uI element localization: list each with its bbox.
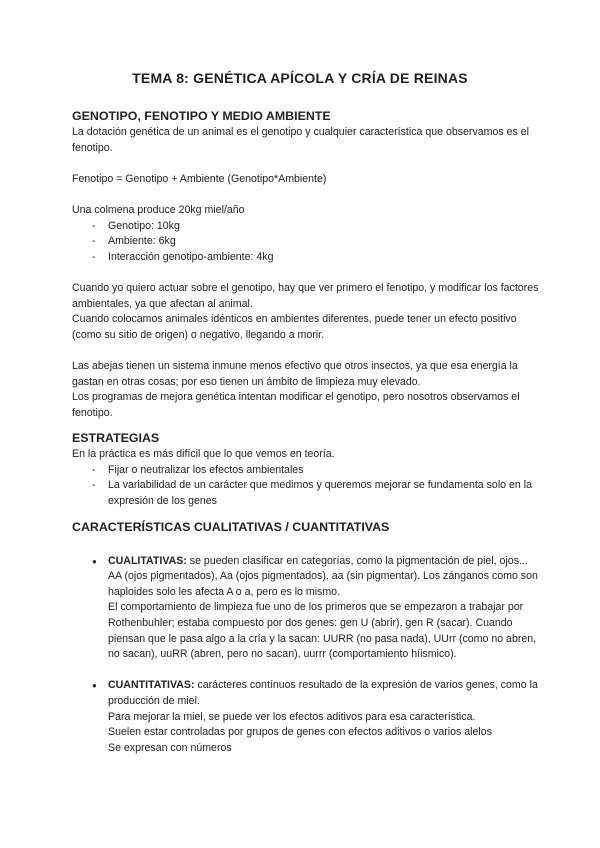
example-text: Una colmena produce 20kg miel/año xyxy=(72,203,245,216)
section-heading-genotipo: GENOTIPO, FENOTIPO Y MEDIO AMBIENTE xyxy=(72,109,331,123)
cuantitativas-text: carácteres contínuos resultado de la expresión de varios genes, como la producción de miel. xyxy=(108,679,538,707)
paragraph-estrategias: En la práctica es más difícil que lo que vemos en teoría. xyxy=(72,448,335,461)
example-list xyxy=(72,219,542,266)
term-cualitativas: CUALITATIVAS: xyxy=(108,554,187,567)
list-item-cualitativas xyxy=(92,554,542,663)
section-heading-estrategias: ESTRATEGIAS xyxy=(72,431,160,446)
section-heading-caracteristicas: CARACTERÍSTICAS CUALITATIVAS / CUANTITATIVAS xyxy=(72,519,390,534)
cualitativas-line-3: El comportamiento de limpieza fue uno de los primeros que se empezaron a trabajar por Rothenbuhler; estaba compuesto por dos genes: gen U (abrir), gen R (sacar). Cuando piensan que le pasa algo a la cría y la sacan: UURR (no pasa nada), UUrr (como no abren, no sacan), uuRR (abren, pero no sacan), uurrr (comportamiento híismico). xyxy=(108,601,537,661)
term-cuantitativas: CUANTITATIVAS: xyxy=(108,679,195,692)
estrategias-list xyxy=(72,463,542,510)
paragraph-intro: La dotación genética de un animal es el genotipo y cualquier característica que observamos es el fenotipo. xyxy=(72,126,529,154)
paragraph-programas: Los programas de mejora genética intentan modificar el genotipo, pero nosotros observamos el fenotipo. xyxy=(72,391,520,419)
list-item: - La variabilidad de un carácter que medimos y queremos mejorar se fundamenta solo en la expresión de los genes xyxy=(92,478,542,509)
cuantitativas-line-3: Suelen estar controladas por grupos de genes con efectos aditivos o varios alelos xyxy=(108,726,492,739)
cuantitativas-line-4: Se expresan con números xyxy=(108,741,232,754)
list-item: - Fijar o neutralizar los efectos ambientales xyxy=(92,463,542,479)
cualitativas-text: se pueden clasificar en categorías, como la pigmentación de piel, ojos... xyxy=(186,554,528,567)
paragraph-genotipo: Cuando yo quiero actuar sobre el genotipo, hay que ver primero el fenotipo, y modificar los factores ambientales, ya que afectan al animal. xyxy=(72,281,539,310)
list-item: - Ambiente: 6kg xyxy=(92,234,542,250)
list-item-cuantitativas xyxy=(92,678,542,756)
page-title: TEMA 8: GENÉTICA APÍCOLA Y CRÍA DE REINAS xyxy=(132,70,468,86)
paragraph-ambientes: Cuando colocamos animales idénticos en ambientes diferentes, puede tener un efecto positivo (como su sitio de origen) o negativo, llegando a morir. xyxy=(72,313,517,341)
paragraph-abejas: Las abejas tienen un sistema inmune menos efectivo que otros insectos, ya que esa energía la gastan en otras cosas; por eso tienen un ámbito de limpieza muy elevado. xyxy=(72,359,518,388)
list-item: - Interacción genotipo-ambiente: 4kg xyxy=(92,250,542,266)
cuantitativas-line-2: Para mejorar la miel, se puede ver los efectos aditivos para esa característica. xyxy=(108,710,476,723)
formula-text: Fenotipo = Genotipo + Ambiente (Genotipo*Ambiente) xyxy=(72,172,327,185)
document-body xyxy=(72,108,542,756)
list-item: - Genotipo: 10kg xyxy=(92,219,542,235)
caracteristicas-list xyxy=(72,554,542,757)
cualitativas-line-2: AA (ojos pigmentados), Aa (ojos pigmentados), aa (sin pigmentar). Los zánganos como son haploides solo les afecta A o a, pero es lo mismo. xyxy=(108,570,538,598)
